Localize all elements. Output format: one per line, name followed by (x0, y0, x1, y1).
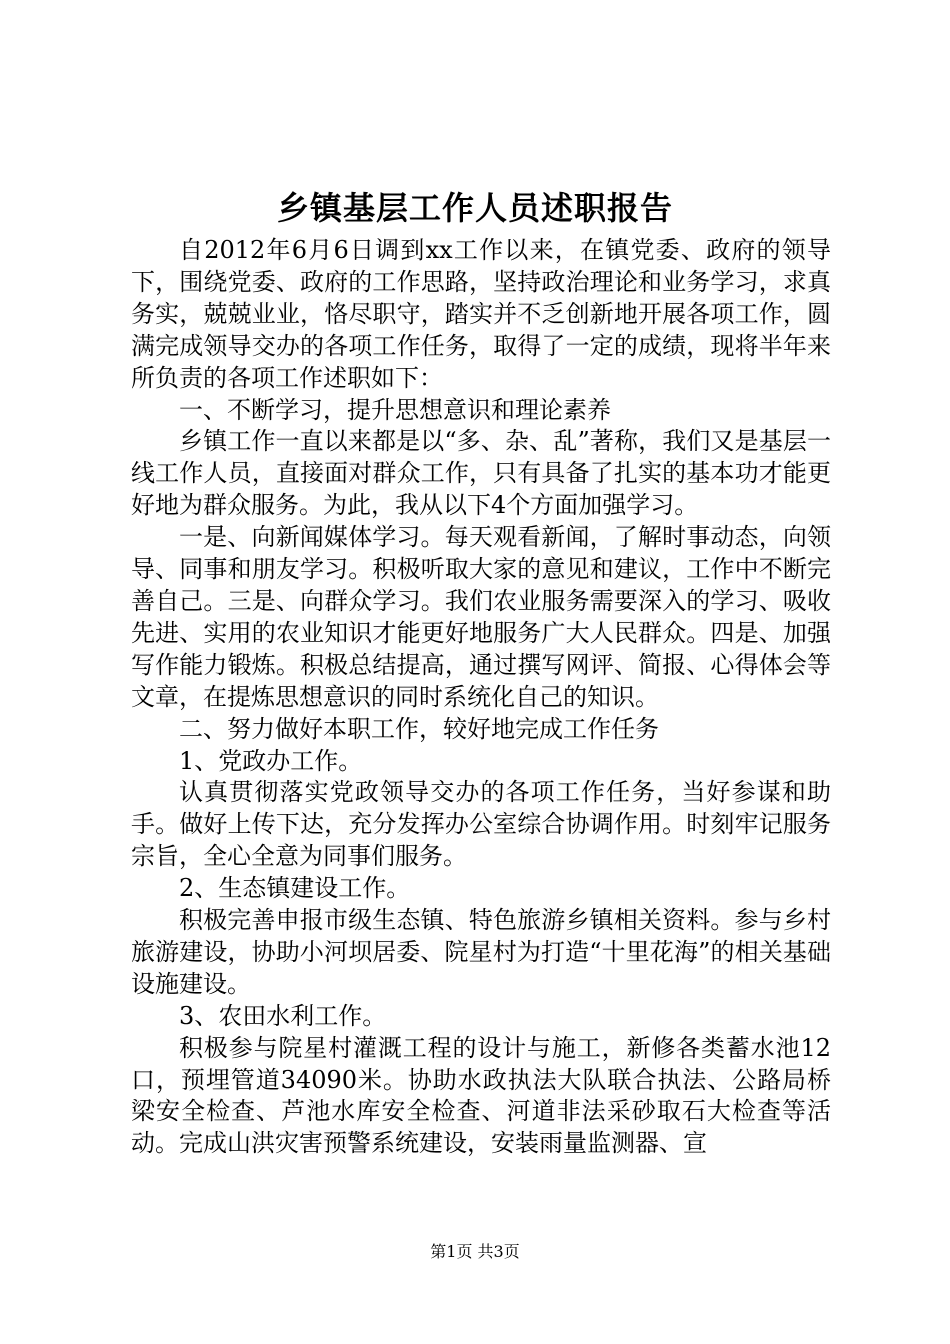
document-body (131, 235, 831, 1160)
subsection-1-paragraph: 认真贯彻落实党政领导交办的各项工作任务，当好参谋和助手。做好上传下达，充分发挥办公室综合协调作用。时刻牢记服务宗旨，全心全意为同事们服务。 (131, 778, 831, 871)
section-1-detail-paragraph: 一是、向新闻媒体学习。每天观看新闻，了解时事动态，向领导、同事和朋友学习。积极听取大家的意见和建议，工作中不断完善自己。三是、向群众学习。我们农业服务需要深入的学习、吸收先进、实用的农业知识才能更好地服务广大人民群众。四是、加强写作能力锻炼。积极总结提高，通过撰写网评、简报、心得体会等文章，在提炼思想意识的同时系统化自己的知识。 (131, 523, 831, 711)
section-1-paragraph: 乡镇工作一直以来都是以“多、杂、乱”著称，我们又是基层一线工作人员，直接面对群众工作，只有具备了扎实的基本功才能更好地为群众服务。为此，我从以下4个方面加强学习。 (131, 427, 831, 520)
intro-paragraph: 自2012年6月6日调到xx工作以来，在镇党委、政府的领导下，围绕党委、政府的工作思路，坚持政治理论和业务学习，求真务实，兢兢业业，恪尽职守，踏实并不乏创新地开展各项工作，圆满完成领导交办的各项工作任务，取得了一定的成绩，现将半年来所负责的各项工作述职如下： (131, 236, 831, 392)
subsection-2-paragraph: 积极完善申报市级生态镇、特色旅游乡镇相关资料。参与乡村旅游建设，协助小河坝居委、院星村为打造“十里花海”的相关基础设施建设。 (131, 906, 831, 998)
document-title: 乡镇基层工作人员述职报告 (276, 189, 673, 227)
subsection-heading-2: 2、生态镇建设工作。 (179, 874, 411, 903)
section-heading-1: 一、不断学习，提升思想意识和理论素养 (179, 395, 611, 424)
page-number-footer: 第1页 共3页 (430, 1242, 520, 1261)
subsection-heading-3: 3、农田水利工作。 (179, 1001, 387, 1030)
section-heading-2: 二、努力做好本职工作，较好地完成工作任务 (179, 714, 659, 743)
subsection-3-paragraph: 积极参与院星村灌溉工程的设计与施工，新修各类蓄水池12口，预埋管道34090米。协助水政执法大队联合执法、公路局桥梁安全检查、芦池水库安全检查、河道非法采砂取石大检查等活动。完成山洪灾害预警系统建设，安装雨量监测器、宣 (131, 1033, 831, 1158)
subsection-heading-1: 1、党政办工作。 (179, 746, 363, 775)
